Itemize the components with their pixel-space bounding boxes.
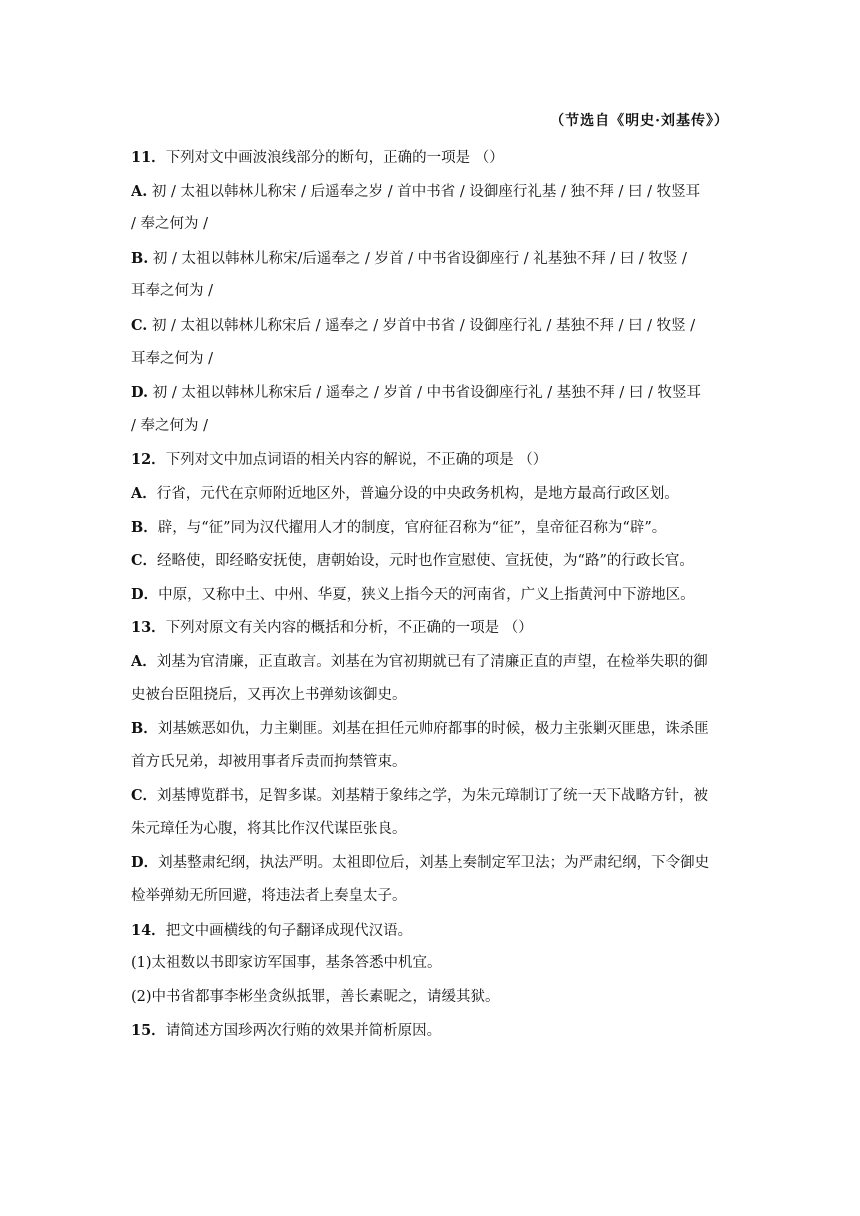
source-citation: （节选自《明史·刘基传》） [550, 113, 729, 129]
line-text: / 奉之何为 / [131, 216, 208, 233]
option-line [131, 242, 733, 276]
option-key: B． [131, 720, 158, 738]
option-line [131, 712, 733, 746]
option-line [131, 376, 733, 410]
line-text: 史被台臣阻挠后，又再次上书弹劾该御史。 [131, 686, 407, 703]
option-line [131, 779, 733, 813]
option-line [131, 477, 733, 511]
line-text: (2)中书省都事李彬坐贪纵抵罪，善长素昵之，请缓其狱。 [131, 988, 500, 1005]
text-line [131, 746, 733, 780]
option-key: D. [131, 384, 149, 402]
question-line [131, 914, 733, 948]
line-text: 行省，元代在京师附近地区外，普遍分设的中央政务机构，是地方最高行政区划。 [156, 485, 679, 502]
text-line [131, 410, 733, 444]
option-line [131, 645, 733, 679]
line-text: 检举弹劾无所回避，将违法者上奏皇太子。 [131, 888, 407, 905]
line-text: 初 / 太祖以韩林儿称宋/后遥奉之 / 岁首 / 中书省设御座行 / 礼基独不拜 / 曰 / 牧竖 / [148, 250, 687, 267]
text-line [131, 275, 733, 309]
line-text: 刘基博览群书，足智多谋。刘基精于象纬之学，为朱元璋制订了统一天下战略方针，被 [157, 788, 709, 805]
option-line [131, 578, 733, 612]
line-text: 请简述方国珍两次行贿的效果并简析原因。 [165, 1023, 442, 1040]
line-text: 刘基整肃纪纲，执法严明。太祖即位后，刘基上奏制定军卫法；为严肃纪纲，下令御史 [158, 855, 710, 872]
line-text: 辟，与“征”同为汉代擢用人才的制度，官府征召称为“征”，皇帝征召称为“辟”。 [157, 519, 667, 536]
option-key: D． [131, 585, 159, 603]
line-text: 中原，又称中土、中州、华夏，狭义上指今天的河南省，广义上指黄河中下游地区。 [158, 586, 695, 603]
line-text: / 奉之何为 / [131, 417, 208, 434]
question-number: 11． [131, 149, 166, 166]
line-text: 初 / 太祖以韩林儿称宋 / 后遥奉之岁 / 首中书省 / 设御座行礼基 / 独不拜 / 曰 / 牧竖耳 [147, 183, 701, 200]
line-text: 耳奉之何为 / [131, 283, 213, 300]
option-key: D． [131, 854, 159, 872]
line-text: 下列对文中画波浪线部分的断句，正确的一项是 （） [165, 150, 504, 166]
line-text: 刘基为官清廉，正直敢言。刘基在为官初期就已有了清廉正直的声望，在检举失职的御 [156, 653, 708, 670]
option-key: C. [131, 316, 148, 334]
question-line [131, 443, 733, 477]
option-key: C． [131, 552, 158, 570]
text-line [131, 208, 733, 242]
option-key: B． [131, 518, 158, 536]
text-line [131, 343, 733, 377]
option-key: C． [131, 787, 158, 805]
line-text: 把文中画横线的句子翻译成现代汉语。 [165, 922, 413, 939]
text-line [131, 679, 733, 713]
question-content [131, 141, 733, 1048]
option-line [131, 511, 733, 545]
line-text: 朱元璋任为心腹，将其比作汉代谋臣张良。 [131, 820, 407, 837]
text-line [131, 947, 733, 981]
option-key: A． [131, 652, 157, 670]
question-number: 15． [131, 1022, 166, 1040]
line-text: 初 / 太祖以韩林儿称宋后 / 遥奉之 / 岁首中书省 / 设御座行礼 / 基独不拜 / 曰 / 牧竖 / [147, 317, 696, 334]
option-line [131, 846, 733, 880]
option-line [131, 309, 733, 343]
option-line [131, 175, 733, 209]
question-number: 14． [131, 921, 166, 939]
line-text: 初 / 太祖以韩林儿称宋后 / 遥奉之 / 岁首 / 中书省设御座行礼 / 基独不拜 / 曰 / 牧竖耳 [148, 385, 701, 402]
option-key: B. [131, 249, 149, 267]
question-number: 13． [131, 619, 166, 637]
question-line [131, 611, 733, 645]
line-text: 刘基嫉恶如仇，力主剿匪。刘基在担任元帅府都事的时候，极力主张剿灭匪患，诛杀匪 [157, 721, 709, 738]
line-text: 首方氏兄弟，却被用事者斥责而拘禁管束。 [131, 753, 407, 770]
question-line [131, 141, 733, 175]
line-text: 下列对文中加点词语的相关内容的解说，不正确的项是 （） [165, 452, 548, 469]
question-number: 12． [131, 451, 166, 469]
line-text: 下列对原文有关内容的概括和分析，不正确的一项是 （） [165, 620, 533, 637]
line-text: 耳奉之何为 / [131, 350, 213, 367]
option-key: A． [131, 484, 157, 502]
question-line [131, 1014, 733, 1048]
line-text: (1)太祖数以书即家访军国事，基条答悉中机宜。 [131, 955, 442, 972]
text-line [131, 981, 733, 1015]
text-line [131, 880, 733, 914]
option-key: A. [131, 182, 148, 200]
text-line [131, 813, 733, 847]
option-line [131, 544, 733, 578]
line-text: 经略使，即经略安抚使，唐朝始设，元时也作宣慰使、宣抚使，为“路”的行政长官。 [157, 553, 694, 570]
